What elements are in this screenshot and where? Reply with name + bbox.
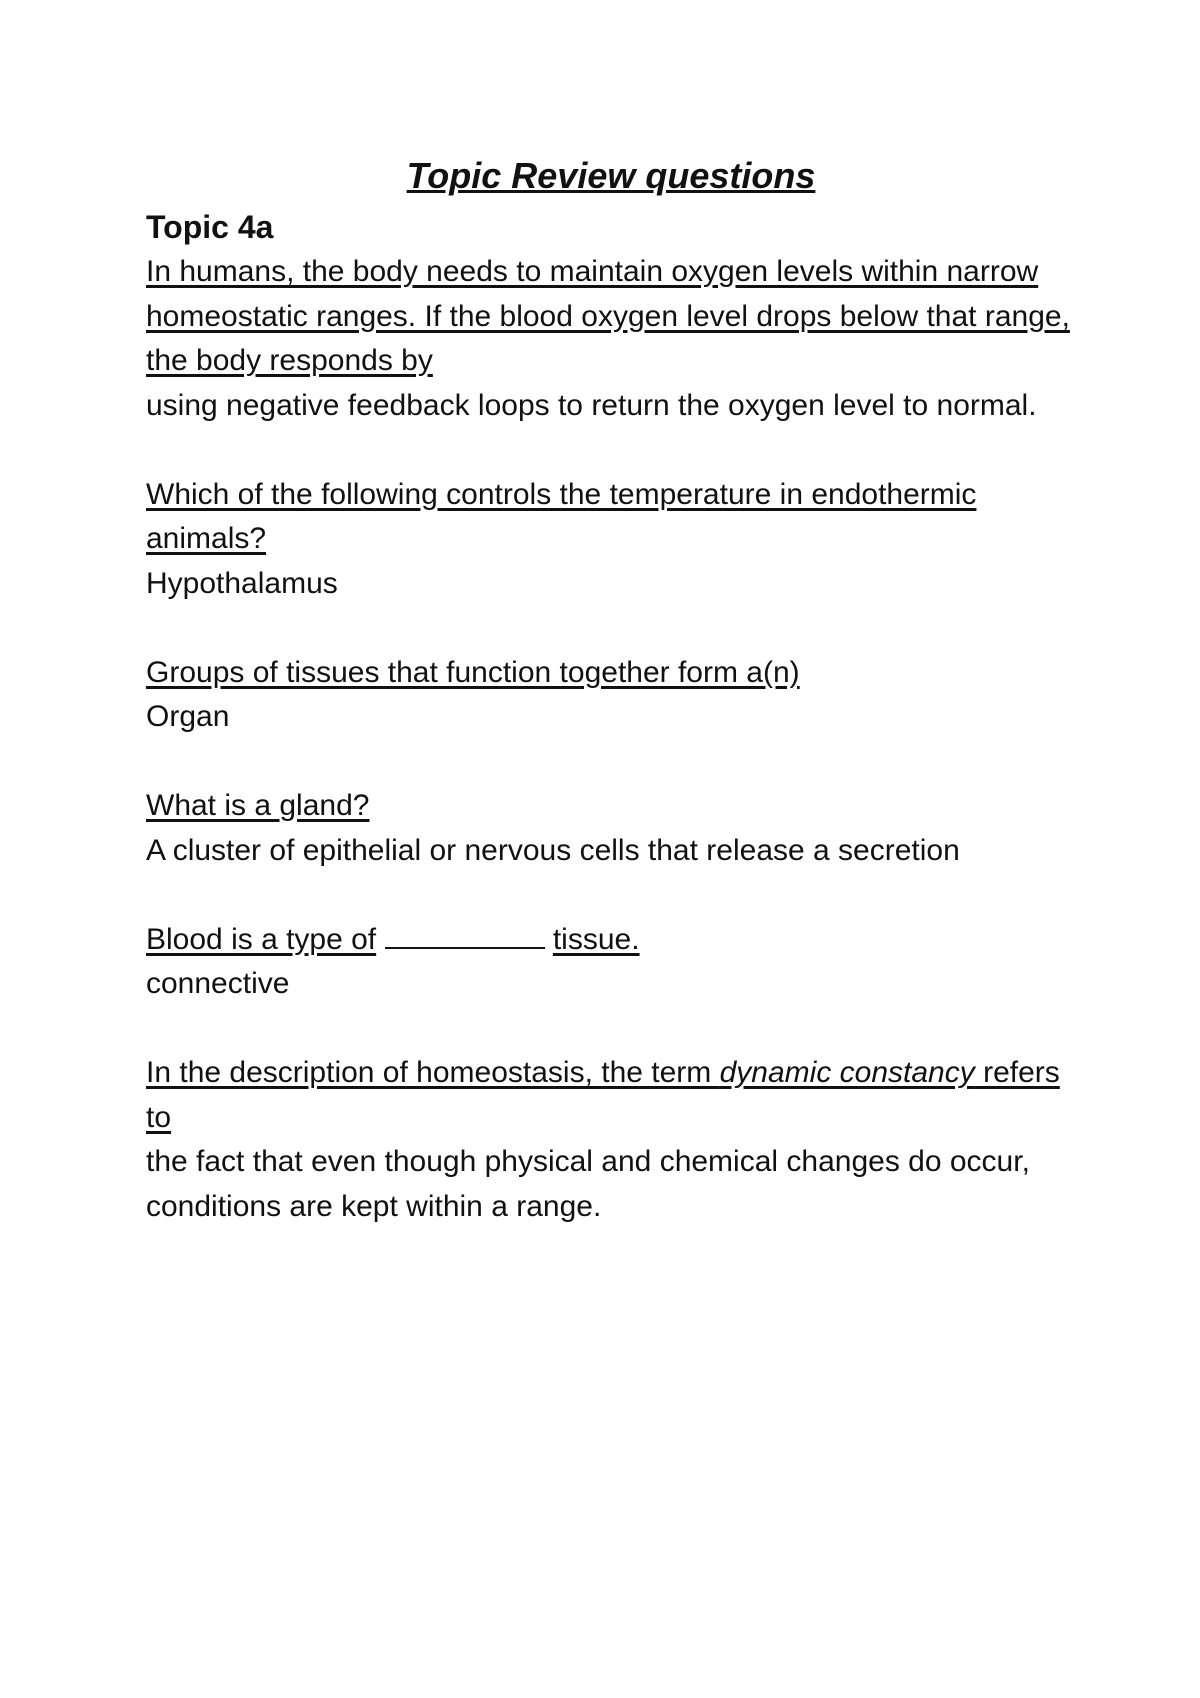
spacer <box>146 873 1076 918</box>
question-part-1: In the description of homeostasis, the term <box>146 1056 720 1089</box>
question-text: Which of the following controls the temperature in endothermic animals? <box>146 477 977 555</box>
question-part-2: refers to <box>146 1056 1060 1134</box>
document-page <box>146 150 1076 1229</box>
question-italic-term: dynamic constancy <box>719 1056 975 1089</box>
answer-text: connective <box>146 967 290 1000</box>
question-after-blank: tissue. <box>552 922 640 956</box>
qa-item-5 <box>146 918 1076 1007</box>
question-text <box>146 1051 1076 1140</box>
answer-text: Hypothalamus <box>146 566 338 600</box>
question-before-blank: Blood is a type of <box>146 922 377 956</box>
answer-text: Organ <box>146 700 230 733</box>
spacer <box>146 428 1076 473</box>
question-text: Groups of tissues that function together form a(n) <box>146 655 800 689</box>
qa-item-6 <box>146 1051 1076 1229</box>
question-text: What is a gland? <box>146 789 370 822</box>
fill-in-blank <box>385 946 545 949</box>
topic-heading: Topic 4a <box>146 209 274 245</box>
qa-item-2 <box>146 473 1076 607</box>
spacer <box>146 606 1076 651</box>
qa-item-1 <box>146 250 1076 428</box>
answer-text: the fact that even though physical and chemical changes do occur, conditions are kept within a range. <box>146 1145 1030 1223</box>
answer-text: using negative feedback loops to return the oxygen level to normal. <box>146 388 1037 422</box>
question-text <box>146 918 1076 963</box>
qa-item-4 <box>146 784 1076 873</box>
spacer <box>146 1007 1076 1052</box>
answer-text: A cluster of epithelial or nervous cells that release a secretion <box>146 833 960 867</box>
question-text: In humans, the body needs to maintain oxygen levels within narrow homeostatic ranges. If the blood oxygen level drops below that range, the body responds by <box>146 255 1070 377</box>
qa-item-3 <box>146 651 1076 740</box>
document-title: Topic Review questions <box>406 155 816 196</box>
spacer <box>146 740 1076 785</box>
